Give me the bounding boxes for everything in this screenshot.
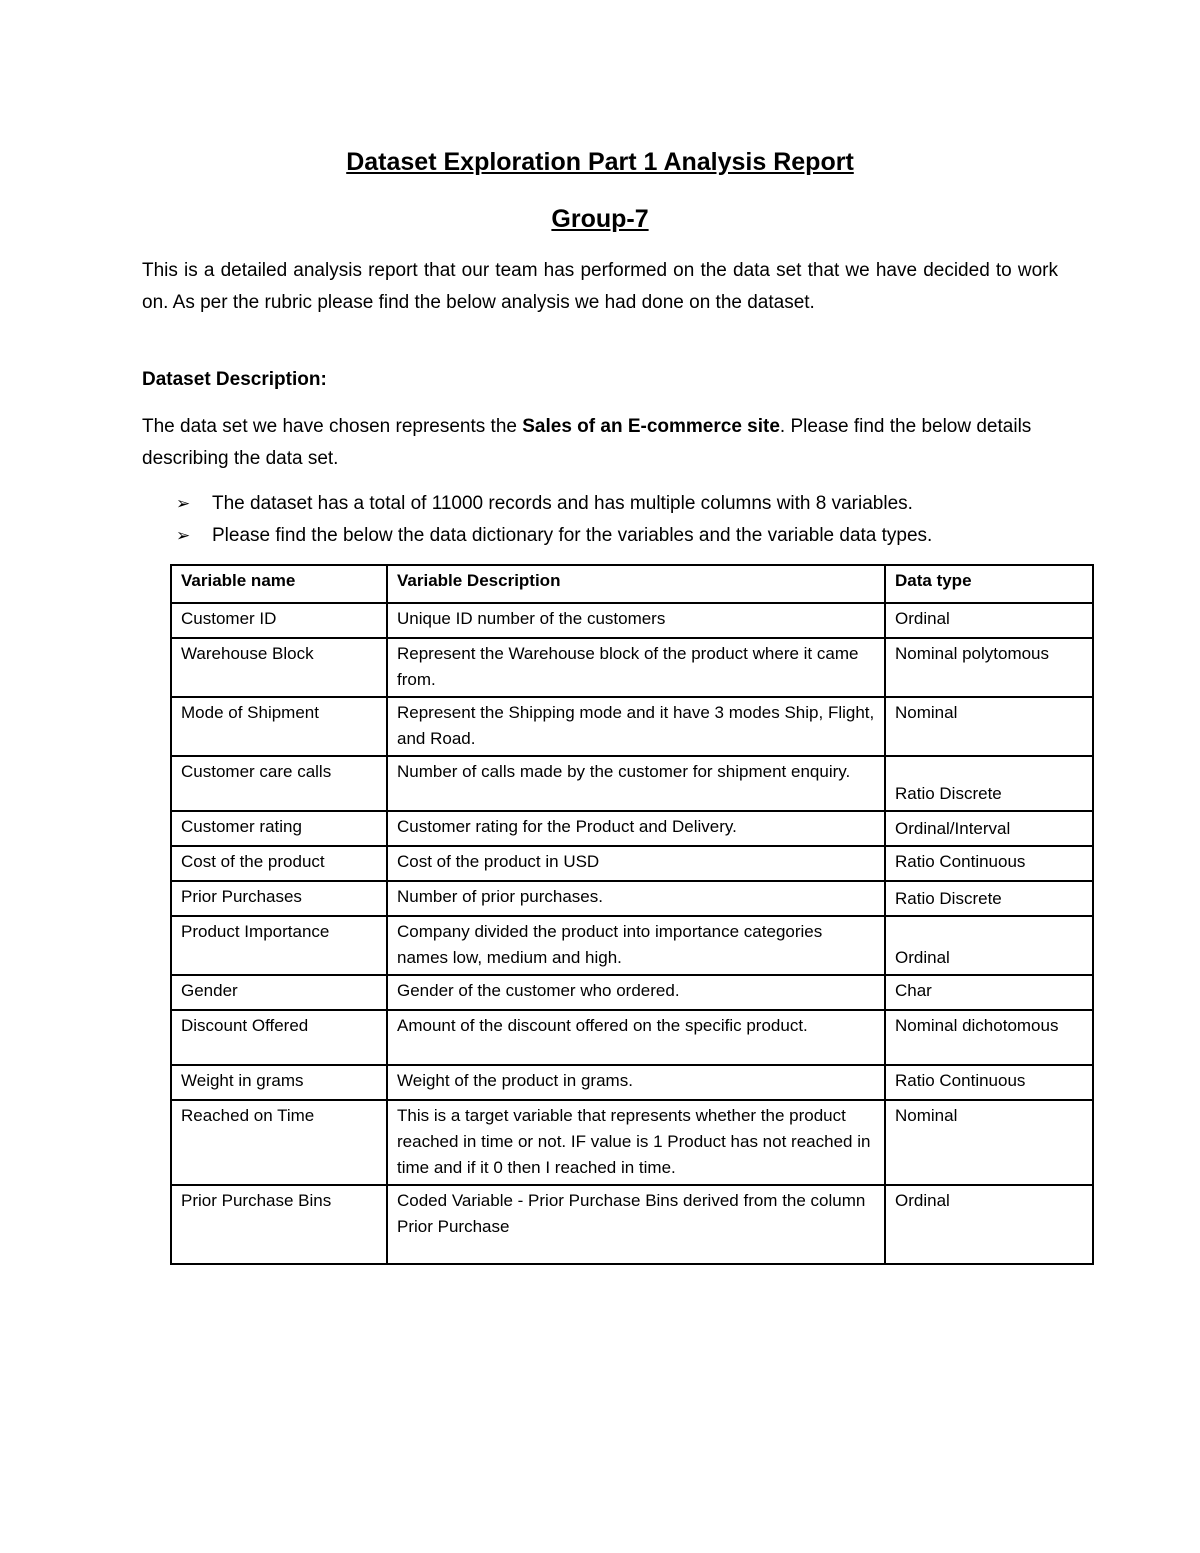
cell-description: Number of calls made by the customer for shipment enquiry. [387,756,885,811]
table-row [171,1100,1093,1185]
table-row [171,975,1093,1010]
table-header-row [171,565,1093,603]
description-paragraph [142,411,1072,475]
group-subtitle: Group-7 [551,205,649,233]
arrow-bullet-icon: ➢ [176,526,191,545]
description-text-before: The data set we have chosen represents the [142,416,523,437]
cell-data-type: Ordinal/Interval [885,811,1093,846]
cell-description: Unique ID number of the customers [387,603,885,638]
document-title: Dataset Exploration Part 1 Analysis Report [346,148,854,176]
cell-data-type: Ratio Discrete [885,756,1093,811]
table-row [171,638,1093,697]
cell-variable-name: Prior Purchase Bins [171,1185,387,1264]
cell-description: Number of prior purchases. [387,881,885,916]
cell-variable-name: Discount Offered [171,1010,387,1065]
cell-data-type: Ratio Continuous [885,846,1093,881]
table-row [171,756,1093,811]
table-row [171,1185,1093,1264]
cell-variable-name: Cost of the product [171,846,387,881]
cell-variable-name: Mode of Shipment [171,697,387,756]
cell-variable-name: Customer ID [171,603,387,638]
cell-description: This is a target variable that represents whether the product reached in time or not. IF value is 1 Product has not reached in time and if it 0 then I reached in time. [387,1100,885,1185]
cell-data-type: Ratio Discrete [885,881,1093,916]
description-bold-text: Sales of an E-commerce site [522,416,780,437]
cell-description: Company divided the product into importance categories names low, medium and high. [387,916,885,975]
bullet-item [176,520,1076,552]
cell-description: Cost of the product in USD [387,846,885,881]
cell-description: Coded Variable - Prior Purchase Bins derived from the column Prior Purchase [387,1185,885,1264]
cell-variable-name: Customer care calls [171,756,387,811]
arrow-bullet-icon: ➢ [176,494,191,513]
cell-description: Weight of the product in grams. [387,1065,885,1100]
cell-data-type: Ordinal [885,603,1093,638]
cell-description: Represent the Shipping mode and it have 3 modes Ship, Flight, and Road. [387,697,885,756]
table-row [171,697,1093,756]
cell-data-type: Nominal [885,1100,1093,1185]
header-data-type: Data type [885,565,1093,603]
header-variable-description: Variable Description [387,565,885,603]
bullet-list [176,488,1076,552]
table-row [171,603,1093,638]
table-row [171,1010,1093,1065]
description-text-after: . Please find the below details describing the data set. [142,416,1032,469]
cell-data-type: Nominal [885,697,1093,756]
cell-variable-name: Customer rating [171,811,387,846]
cell-data-type: Ordinal [885,1185,1093,1264]
table-row [171,1065,1093,1100]
cell-data-type: Ratio Continuous [885,1065,1093,1100]
bullet-text: The dataset has a total of 11000 records and has multiple columns with 8 variables. [212,493,913,514]
cell-description: Amount of the discount offered on the specific product. [387,1010,885,1065]
cell-data-type: Nominal polytomous [885,638,1093,697]
cell-description: Customer rating for the Product and Delivery. [387,811,885,846]
cell-variable-name: Product Importance [171,916,387,975]
cell-variable-name: Gender [171,975,387,1010]
cell-variable-name: Warehouse Block [171,638,387,697]
section-heading: Dataset Description: [142,369,327,390]
cell-data-type: Ordinal [885,916,1093,975]
table-row [171,846,1093,881]
data-dictionary-table [170,564,1094,1265]
cell-data-type: Char [885,975,1093,1010]
table-row [171,811,1093,846]
bullet-text: Please find the below the data dictionary for the variables and the variable data types. [212,525,933,546]
cell-data-type: Nominal dichotomous [885,1010,1093,1065]
cell-variable-name: Reached on Time [171,1100,387,1185]
cell-variable-name: Weight in grams [171,1065,387,1100]
table-row [171,881,1093,916]
bullet-item [176,488,1076,520]
cell-description: Gender of the customer who ordered. [387,975,885,1010]
cell-description: Represent the Warehouse block of the product where it came from. [387,638,885,697]
intro-paragraph: This is a detailed analysis report that our team has performed on the data set that we have decided to work on. As per the rubric please find the below analysis we had done on the dataset. [142,260,1058,313]
table-row [171,916,1093,975]
cell-variable-name: Prior Purchases [171,881,387,916]
header-variable-name: Variable name [171,565,387,603]
